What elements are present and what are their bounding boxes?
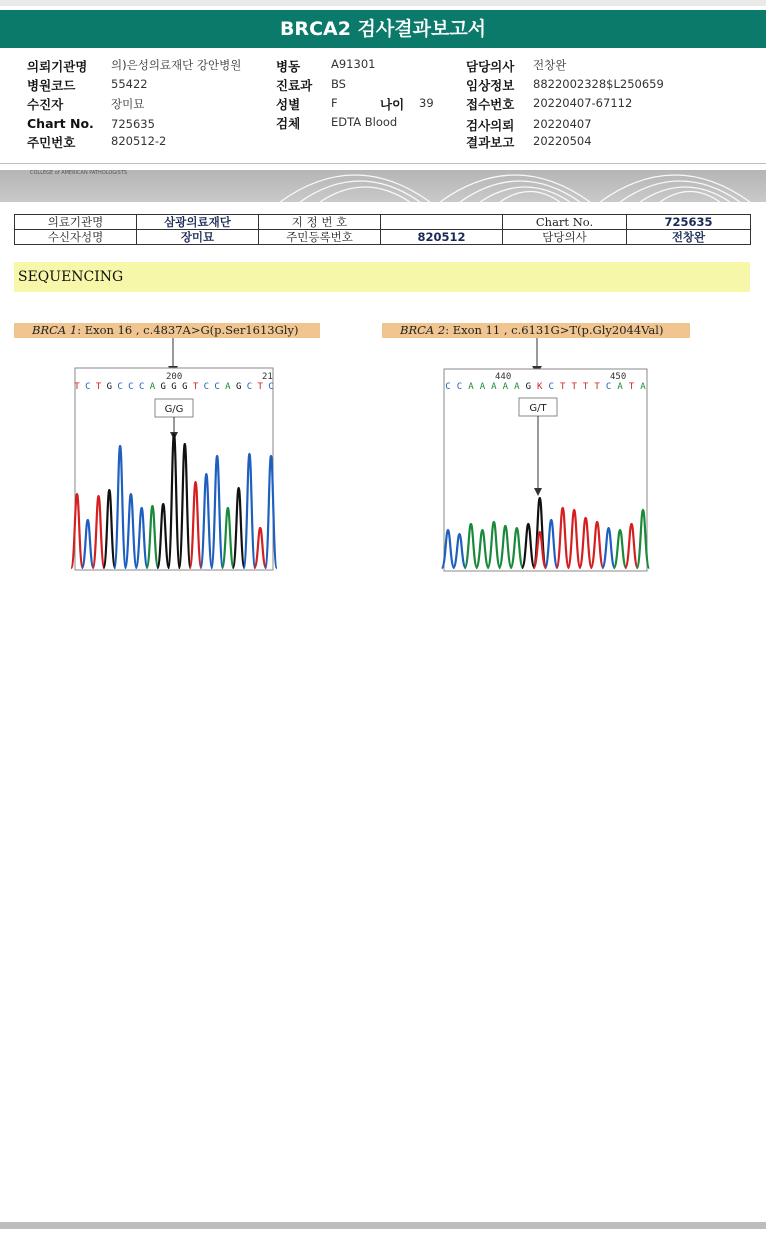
info-ward xyxy=(276,57,300,75)
variant-label-brca2 xyxy=(382,323,690,338)
info-label: 병동 xyxy=(276,59,301,74)
info-value: EDTA Blood xyxy=(331,115,398,129)
gene-name: BRCA 1 xyxy=(32,323,78,337)
info-report-date xyxy=(466,133,514,151)
info-label: 검사의뢰 xyxy=(466,118,515,133)
table-cell: 담당의사 xyxy=(503,230,627,245)
base-letter: T xyxy=(594,382,600,392)
info-value: 820512-2 xyxy=(111,134,167,148)
info-value: 20220407-67112 xyxy=(533,96,633,110)
divider xyxy=(0,163,766,164)
variant-label-brca1 xyxy=(14,323,320,338)
info-value: 725635 xyxy=(111,117,155,131)
table-row xyxy=(15,215,751,230)
base-letter: K xyxy=(537,382,543,392)
genotype-label: G/G xyxy=(164,404,184,415)
info-chart xyxy=(27,116,94,131)
info-hospital-code xyxy=(27,76,75,94)
base-letter: G xyxy=(160,382,166,392)
base-letter: C xyxy=(117,382,123,392)
base-letter: C xyxy=(456,382,463,392)
base-letter: A xyxy=(468,382,474,392)
base-letter: G xyxy=(171,382,177,392)
info-request-date xyxy=(466,116,514,134)
base-letter: A xyxy=(514,382,520,392)
info-clinical xyxy=(466,76,514,94)
base-letter: T xyxy=(571,382,577,392)
table-cell: Chart No. xyxy=(503,215,627,230)
base-letter: A xyxy=(225,382,231,392)
base-letter: C xyxy=(548,382,554,392)
cap-caption: COLLEGE of AMERICAN PATHOLOGISTS xyxy=(30,170,128,176)
base-letter: C xyxy=(128,382,134,392)
info-value: BS xyxy=(331,77,346,91)
info-hospital xyxy=(27,57,87,75)
base-letter: A xyxy=(617,382,623,392)
info-value: 39 xyxy=(419,96,434,110)
info-label: 접수번호 xyxy=(466,97,515,112)
base-letter: A xyxy=(502,382,509,392)
info-label: 나이 xyxy=(380,97,405,112)
base-letter: C xyxy=(445,382,451,392)
info-sex xyxy=(276,95,300,113)
genotype-label: G/T xyxy=(529,403,547,414)
info-label: 의뢰기관명 xyxy=(27,59,88,74)
base-letter: G xyxy=(235,382,242,392)
position-label: 200 xyxy=(166,372,183,382)
table-cell: 삼광의료재단 xyxy=(137,215,259,230)
base-letter: C xyxy=(138,382,145,392)
info-patient xyxy=(27,95,63,113)
base-letter: A xyxy=(479,382,486,392)
table-cell: 주민등록번호 xyxy=(259,230,381,245)
base-letter: C xyxy=(246,382,253,392)
info-age xyxy=(380,95,404,113)
chromatogram-frame xyxy=(75,368,273,570)
info-value: 20220407 xyxy=(533,117,592,131)
base-letter: G xyxy=(182,382,188,392)
base-letter: T xyxy=(95,382,102,392)
base-letter: T xyxy=(74,382,80,392)
base-letter: A xyxy=(149,382,156,392)
table-row xyxy=(15,230,751,245)
base-letter: C xyxy=(268,382,274,392)
variant-desc: : Exon 11 , c.6131G>T(p.Gly2044Val) xyxy=(445,323,664,337)
info-value: 8822002328$L250659 xyxy=(533,77,664,91)
info-value: F xyxy=(331,96,338,110)
base-letter: C xyxy=(85,382,91,392)
base-letter: T xyxy=(559,382,566,392)
info-label: 검체 xyxy=(276,116,301,131)
base-letter: T xyxy=(192,382,199,392)
info-label: 성별 xyxy=(276,97,301,112)
section-title: SEQUENCING xyxy=(14,262,750,292)
summary-table xyxy=(14,214,751,245)
base-letter: C xyxy=(214,382,220,392)
table-cell: 820512 xyxy=(381,230,503,245)
position-label: 21 xyxy=(262,372,273,382)
position-label: 440 xyxy=(495,372,512,382)
base-letter: G xyxy=(106,382,113,392)
info-value: 55422 xyxy=(111,77,148,91)
table-cell: 장미묘 xyxy=(137,230,259,245)
position-label: 450 xyxy=(610,372,627,382)
info-label: Chart No. xyxy=(27,116,94,131)
info-id xyxy=(27,133,75,151)
info-department xyxy=(276,76,312,94)
info-value: 전창완 xyxy=(533,58,567,72)
table-cell: 수신자성명 xyxy=(15,230,137,245)
base-letter: C xyxy=(605,382,612,392)
chromatogram-brca1 xyxy=(60,338,290,578)
chromatogram-brca2 xyxy=(430,338,660,578)
info-label: 결과보고 xyxy=(466,135,515,150)
info-label: 담당의사 xyxy=(466,59,515,74)
base-letter: T xyxy=(628,382,635,392)
table-cell: 지 정 번 호 xyxy=(259,215,381,230)
info-label: 병원코드 xyxy=(27,78,76,93)
bottom-border xyxy=(0,1222,766,1229)
base-letter: A xyxy=(491,382,497,392)
info-label: 임상정보 xyxy=(466,78,515,93)
info-label: 진료과 xyxy=(276,78,313,93)
info-value: A91301 xyxy=(331,57,376,71)
base-letter: C xyxy=(203,382,210,392)
report-title: BRCA2 검사결과보고서 xyxy=(0,10,766,48)
table-cell xyxy=(381,215,503,230)
info-specimen xyxy=(276,114,300,132)
table-cell: 전창완 xyxy=(627,230,751,245)
top-border xyxy=(0,0,766,6)
info-label: 주민번호 xyxy=(27,135,76,150)
table-cell: 725635 xyxy=(627,215,751,230)
base-letter: T xyxy=(582,382,589,392)
base-letter: A xyxy=(640,382,646,392)
info-value: 의)은성의료재단 강안병원 xyxy=(111,58,242,72)
variant-desc: : Exon 16 , c.4837A>G(p.Ser1613Gly) xyxy=(77,323,299,337)
info-doctor xyxy=(466,57,514,75)
info-receipt xyxy=(466,95,514,113)
info-value: 장미묘 xyxy=(111,97,145,111)
info-label: 수진자 xyxy=(27,97,64,112)
gene-name: BRCA 2 xyxy=(400,323,446,337)
table-cell: 의료기관명 xyxy=(15,215,137,230)
base-letter: T xyxy=(257,382,263,392)
base-letter: G xyxy=(525,382,532,392)
info-value: 20220504 xyxy=(533,134,592,148)
